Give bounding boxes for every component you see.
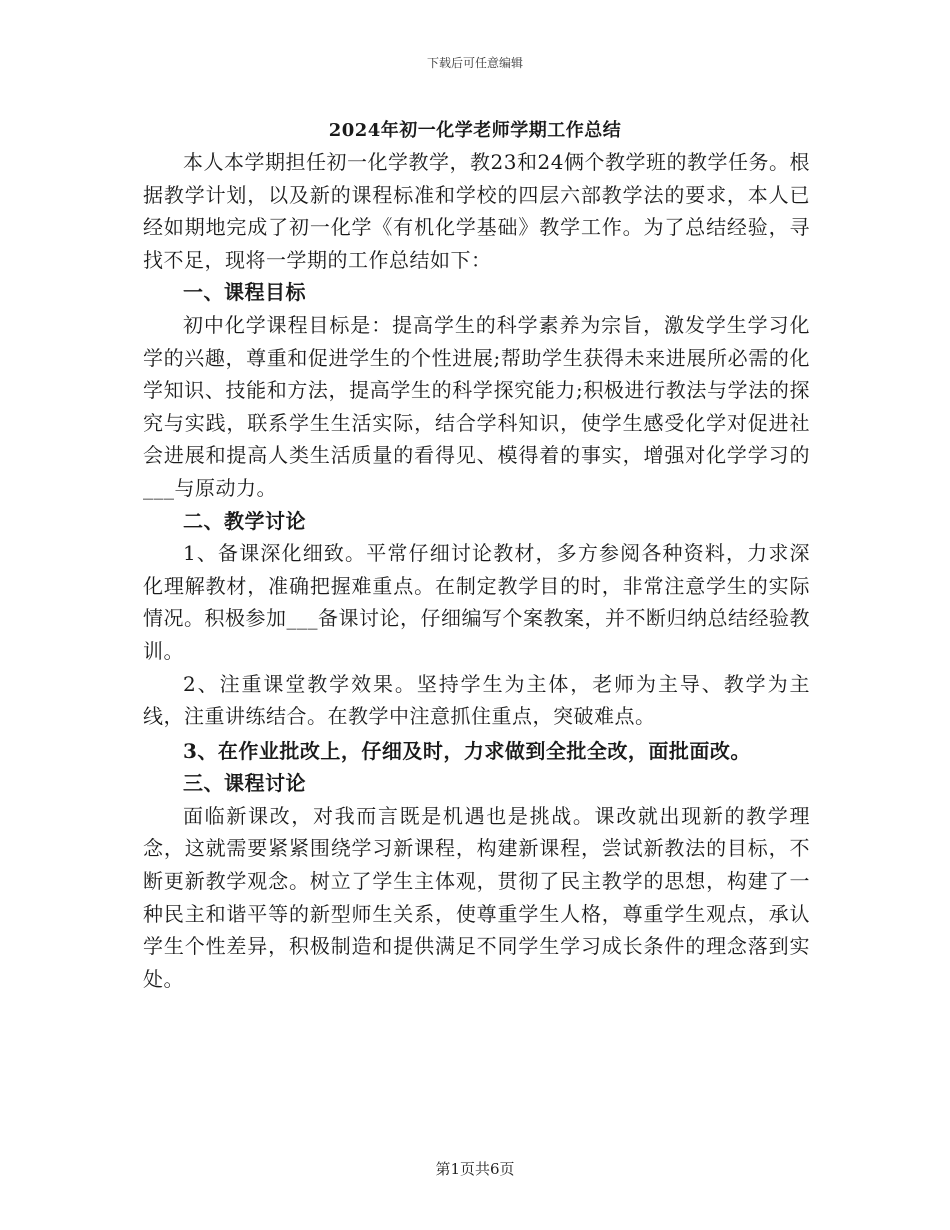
intro-paragraph: 本人本学期担任初一化学教学，教23和24俩个教学班的教学任务。根据教学计划，以及新的课程标准和学校的四层六部教学法的要求，本人已经如期地完成了初一化学《有机化学基础》教学工作。为了总结经验，寻找不足，现将一学期的工作总结如下： xyxy=(143,150,810,272)
page-indicator: 第1页共6页 xyxy=(435,1160,515,1178)
document-title: 2024年初一化学老师学期工作总结 xyxy=(328,120,622,141)
document-body xyxy=(143,146,810,995)
teaching-item-1: 1、备课深化细致。平常仔细讨论教材，多方参阅各种资料，力求深化理解教材，准确把握难重点。在制定教学目的时，非常注意学生的实际情况。积极参加___备课讨论，仔细编写个案教案，并不断归纳总结经验教训。 xyxy=(143,541,810,663)
course-goals-paragraph: 初中化学课程目标是：提高学生的科学素养为宗旨，激发学生学习化学的兴趣，尊重和促进学生的个性进展;帮助学生获得未来进展所必需的化学知识、技能和方法，提高学生的科学探究能力;积极进行教法与学法的探究与实践，联系学生生活实际，结合学科知识，使学生感受化学对促进社会进展和提高人类生活质量的看得见、模得着的事实，增强对化学学习的___与原动力。 xyxy=(143,312,810,500)
curriculum-discussion-paragraph: 面临新课改，对我而言既是机遇也是挑战。课改就出现新的教学理念，这就需要紧紧围绕学习新课程，构建新课程，尝试新教法的目标，不断更新教学观念。树立了学生主体观，贯彻了民主教学的思想，构建了一种民主和谐平等的新型师生关系，使尊重学生人格，尊重学生观点，承认学生个性差异，积极制造和提供满足不同学生学习成长条件的理念落到实处。 xyxy=(143,803,810,991)
section-heading-curriculum-discussion: 三、课程讨论 xyxy=(183,771,306,796)
page-header-note: 下载后可任意编辑 xyxy=(426,56,523,70)
section-heading-course-goals: 一、课程目标 xyxy=(183,280,306,305)
teaching-item-3: 3、在作业批改上，仔细及时，力求做到全批全改，面批面改。 xyxy=(183,738,751,763)
teaching-item-2: 2、注重课堂教学效果。坚持学生为主体，老师为主导、教学为主线，注重讲练结合。在教学中注意抓住重点，突破难点。 xyxy=(143,671,810,729)
section-heading-teaching-discussion: 二、教学讨论 xyxy=(183,508,306,533)
